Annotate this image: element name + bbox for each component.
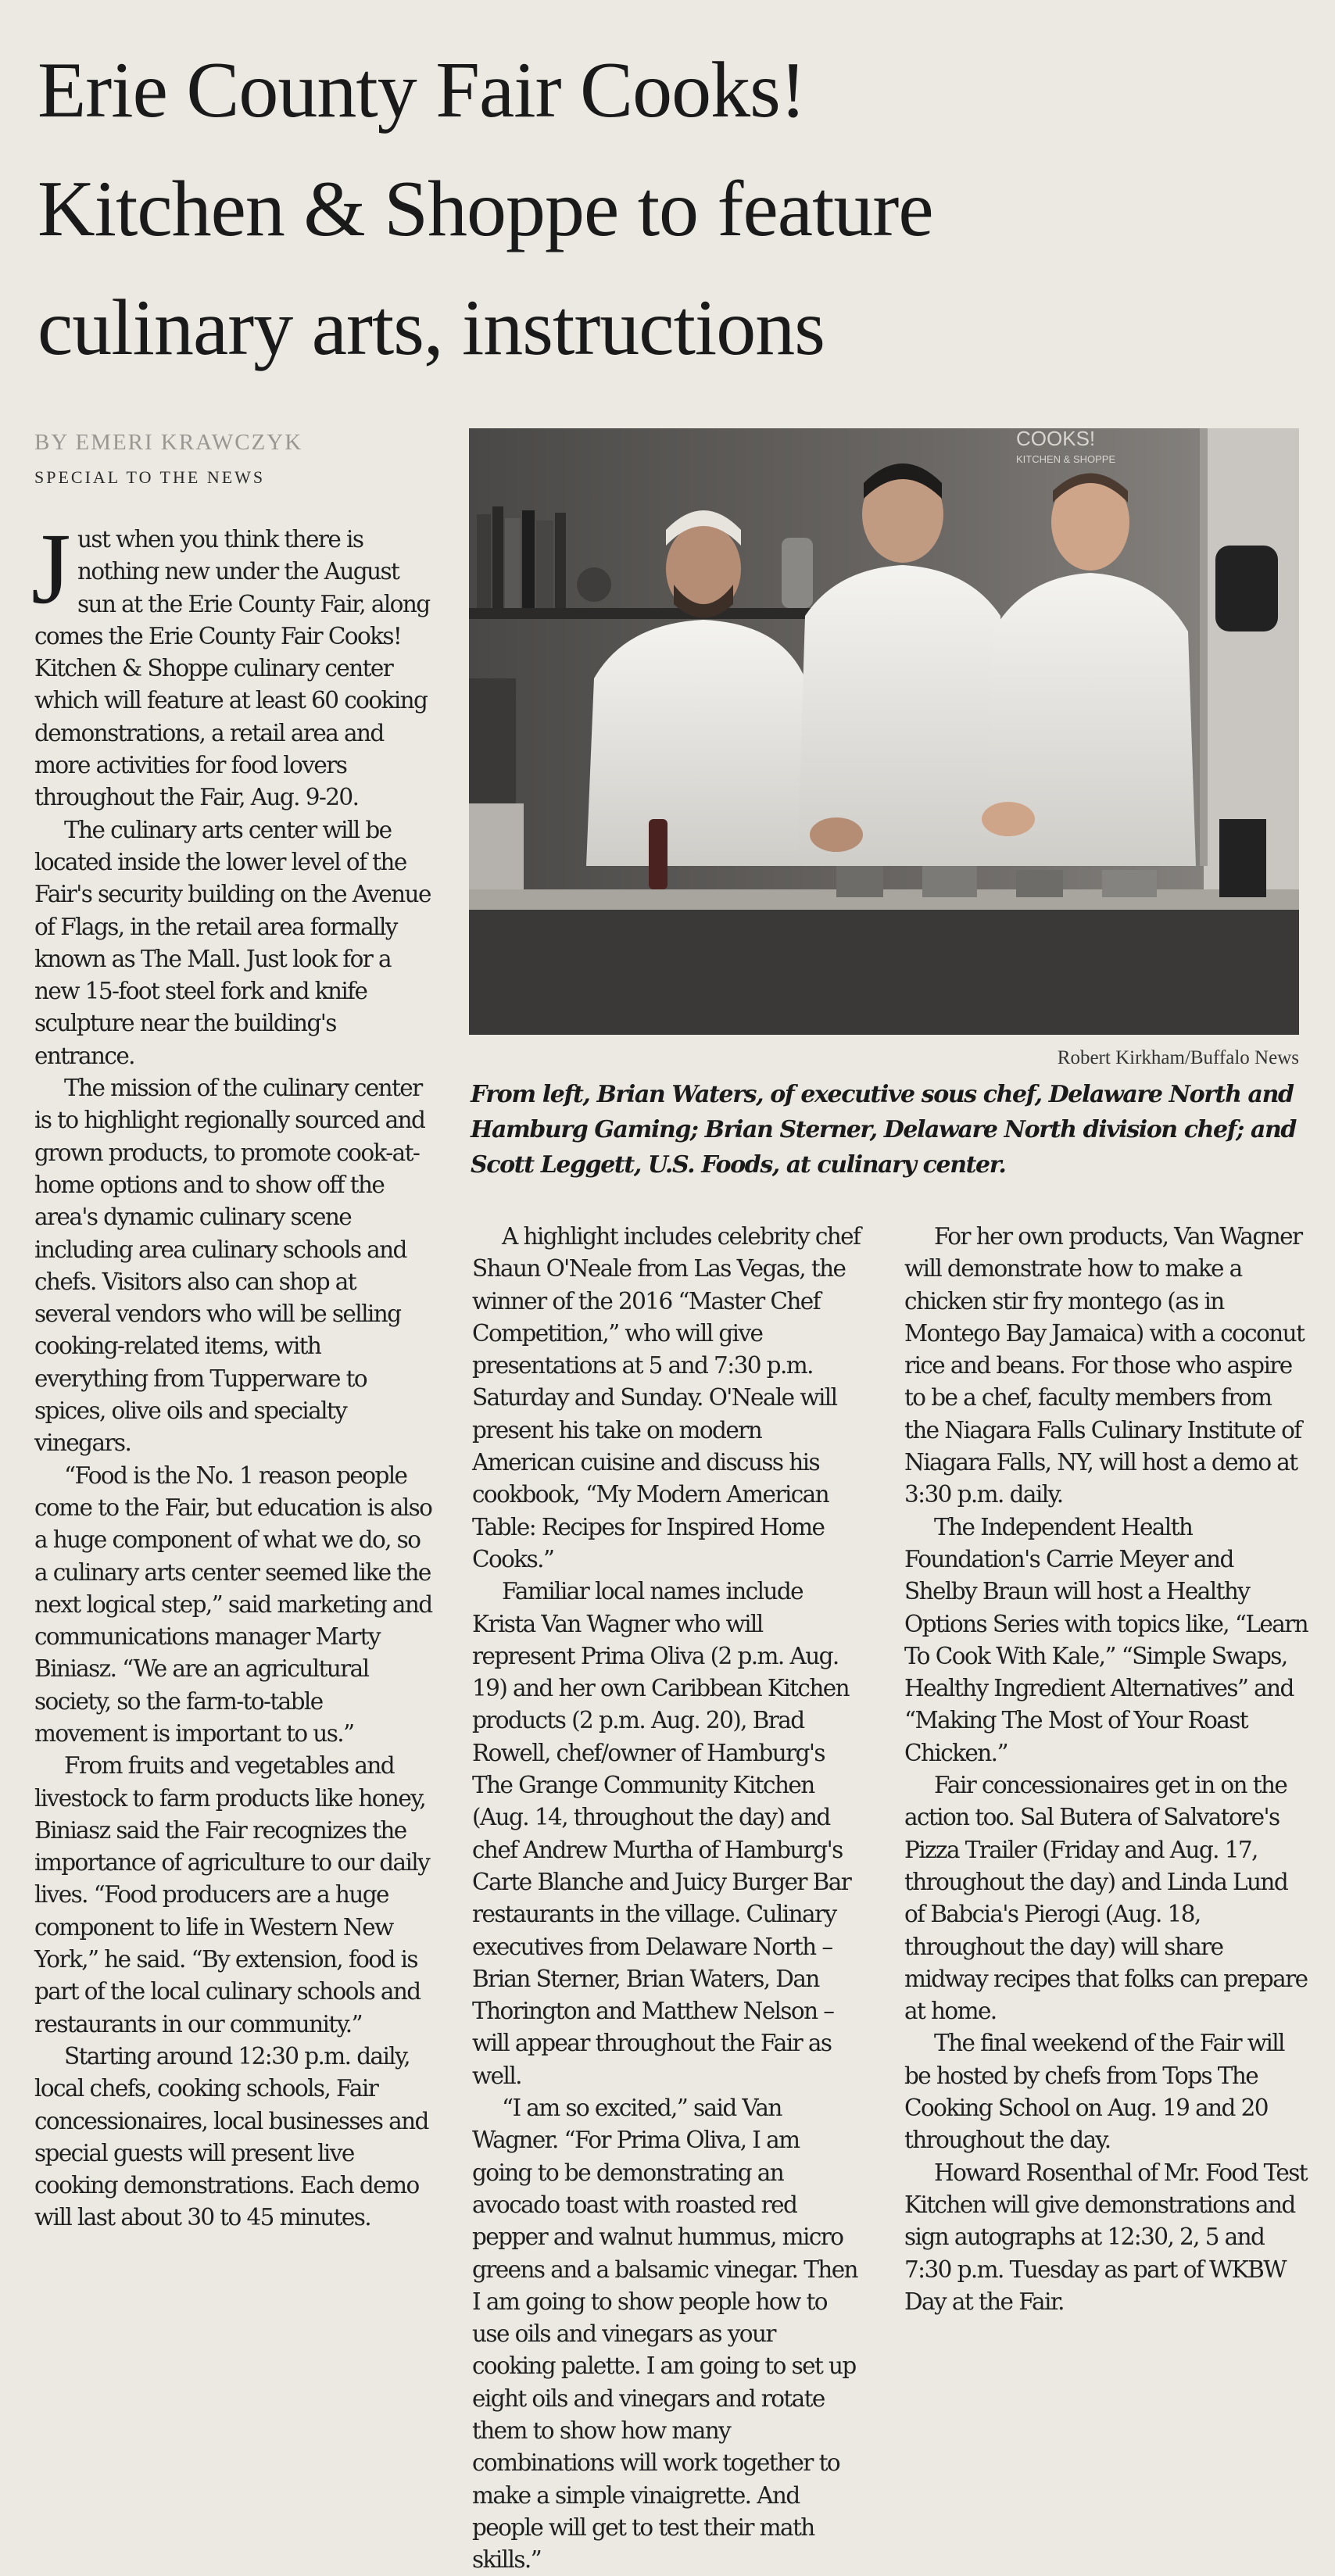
photo-credit: Robert Kirkham/Buffalo News xyxy=(1057,1047,1299,1068)
paragraph-3: The mission of the culinary center is to highlight regionally sourced and grown products, to promote cook-at-home options and to show off the area's dynamic culinary scene including area culinary schools and chefs. Visitors also can shop at several vendors who will be selling cooking-related items, with everything from Tupperware to spices, olive oils and specialty vinegars. xyxy=(34,1075,425,1457)
sign-text: COOKS! xyxy=(1016,428,1096,450)
chefs-photo-illustration xyxy=(469,428,1299,1035)
paragraph-1: Just when you think there is nothing new under the August sun at the Erie County Fair, along comes the Erie County Fair Cooks! Kitchen & Shoppe culinary center which will feature at least 60 cooking demonstrations, a retail area and more activities for food lovers throughout the Fair, Aug. 9-20. xyxy=(31,513,430,811)
paragraph-4: “Food is the No. 1 reason people come to the Fair, but education is also a huge component of what we do, so a culinary arts center seemed like the next logical step,” said marketing and communications manager Marty Biniasz. “We are an agricultural society, so the farm-to-table movement is important to us.” xyxy=(34,1462,432,1747)
paragraph-6: Starting around 12:30 p.m. daily, local chefs, cooking schools, Fair concessionaires, local businesses and special guests will present live cooking demonstrations. Each demo will last about 30 to 45 minutes. xyxy=(34,2042,428,2231)
paragraph-10: For her own products, Van Wagner will demonstrate how to make a chicken stir fry montego (as in Montego Bay Jamaica) with a coconut rice and beans. For those who aspire to be a chef, faculty members from the Niagara Falls Culinary Institute of Niagara Falls, NY, will host a demo at 3:30 p.m. daily. xyxy=(904,1223,1305,1508)
headline xyxy=(38,31,1304,388)
byline: BY EMERI KRAWCZYK xyxy=(34,430,303,455)
article-column-1 xyxy=(31,513,433,2234)
paragraph-8: Familiar local names include Krista Van Wagner who will represent Prima Oliva (2 p.m. Aug. 19) and her own Caribbean Kitchen products (2 p.m. Aug. 20), Brad Rowell, chef/owner of Hamburg's The Grange Community Kitchen (Aug. 14, throughout the day) and chef Andrew Murtha of Hamburg's Carte Blanche and Juicy Burger Bar restaurants in the village. Culinary executives from Delaware North – Brian Sterner, Brian Waters, Dan Thorington and Matthew Nelson – will appear throughout the Fair as well. xyxy=(472,1578,851,2089)
paragraph-9: “I am so excited,” said Van Wagner. “For Prima Oliva, I am going to be demonstrating an avocado toast with roasted red pepper and walnut hummus, micro greens and a balsamic vinegar. Then I am going to show people how to use oils and vinegars as your cooking palette. I am going to set up eight oils and vinegars and rotate them to show how many combinations will work together to make a simple vinaigrette. And people will get to test their math skills.” xyxy=(472,2095,857,2574)
paragraph-11: The Independent Health Foundation's Carrie Meyer and Shelby Braun will host a Healthy Options Series with topics like, “Learn To Cook With Kale,” “Simple Swaps, Healthy Ingredient Alternatives” and “Making The Most of Your Roast Chicken.” xyxy=(904,1513,1308,1766)
paragraph-2: The culinary arts center will be located inside the lower level of the Fair's security building on the Avenue of Flags, in the retail area formally known as The Mall. Just look for a new 15-foot steel fork and knife sculpture near the building's entrance. xyxy=(34,816,431,1069)
paragraph-14: Howard Rosenthal of Mr. Food Test Kitchen will give demonstrations and sign autographs at 12:30, 2, 5 and 7:30 p.m. Tuesday as part of WKBW Day at the Fair. xyxy=(904,2159,1308,2315)
chefs-photo xyxy=(469,428,1299,1035)
article-column-2 xyxy=(472,1221,863,2576)
drop-cap: J xyxy=(31,513,70,625)
affiliation: SPECIAL TO THE NEWS xyxy=(34,467,266,487)
photo-caption: From left, Brian Waters, of executive sous chef, Delaware North and Hamburg Gaming; Brian Sterner, Delaware North division chef; and Scott Leggett, U.S. Foods, at culinary center. xyxy=(471,1081,1296,1179)
svg-text:KITCHEN & SHOPPE: KITCHEN & SHOPPE xyxy=(1016,453,1116,465)
headline-line-2: Kitchen & Shoppe to feature xyxy=(38,165,933,253)
paragraph-13: The final weekend of the Fair will be hosted by chefs from Tops The Cooking School on Aug. 19 and 20 throughout the day. xyxy=(904,2030,1284,2154)
headline-line-1: Erie County Fair Cooks! xyxy=(38,46,806,134)
paragraph-5: From fruits and vegetables and livestock to farm products like honey, Biniasz said the Fair recognizes the importance of agriculture to our daily lives. “Food producers are a huge component to life in Western New York,” he said. “By extension, food is part of the local culinary schools and restaurants in our community.” xyxy=(34,1752,430,2038)
paragraph-7: A highlight includes celebrity chef Shaun O'Neale from Las Vegas, the winner of the 2016 “Master Chef Competition,” who will give presentations at 5 and 7:30 p.m. Saturday and Sunday. O'Neale will present his take on modern American cuisine and discuss his cookbook, “My Modern American Table: Recipes for Inspired Home Cooks.” xyxy=(472,1223,861,1572)
paragraph-12: Fair concessionaires get in on the action too. Sal Butera of Salvatore's Pizza Trailer (Friday and Aug. 17, throughout the day) and Linda Lund of Babcia's Pierogi (Aug. 18, throughout the day) will share midway recipes that folks can prepare at home. xyxy=(904,1772,1308,2025)
article-column-3 xyxy=(904,1221,1311,2318)
headline-line-3: culinary arts, instructions xyxy=(38,284,825,372)
